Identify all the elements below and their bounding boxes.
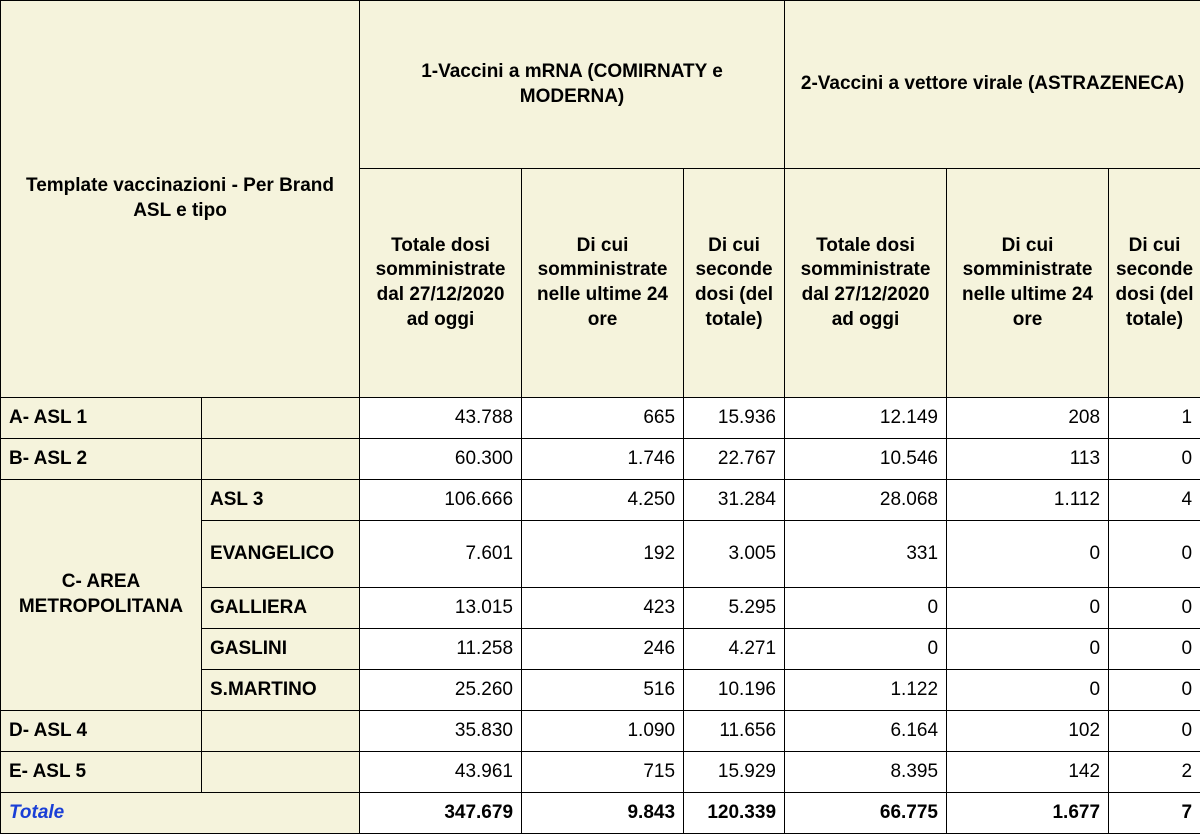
cell-value: 1.122 <box>785 670 947 711</box>
cell-value: 0 <box>1109 711 1200 752</box>
cell-value: 1.746 <box>522 439 684 480</box>
col-header-vector-24h: Di cui somministrate nelle ultime 24 ore <box>947 169 1109 398</box>
cell-value: 4.271 <box>684 629 785 670</box>
total-value: 66.775 <box>785 793 947 834</box>
table-row <box>1 752 1200 793</box>
table-row <box>1 711 1200 752</box>
total-row <box>1 793 1200 834</box>
cell-value: 7.601 <box>360 521 522 588</box>
row-sublabel: GALLIERA <box>202 588 360 629</box>
cell-value: 0 <box>947 521 1109 588</box>
cell-value: 0 <box>947 629 1109 670</box>
cell-value: 35.830 <box>360 711 522 752</box>
cell-value: 246 <box>522 629 684 670</box>
col-header-mrna-second: Di cui seconde dosi (del totale) <box>684 169 785 398</box>
row-sublabel <box>202 439 360 480</box>
cell-value: 0 <box>947 588 1109 629</box>
cell-value: 102 <box>947 711 1109 752</box>
cell-value: 43.788 <box>360 398 522 439</box>
cell-value: 28.068 <box>785 480 947 521</box>
cell-value: 15.929 <box>684 752 785 793</box>
cell-value: 11.258 <box>360 629 522 670</box>
row-sublabel <box>202 398 360 439</box>
cell-value: 1.112 <box>947 480 1109 521</box>
cell-value: 60.300 <box>360 439 522 480</box>
cell-value: 0 <box>785 588 947 629</box>
cell-value: 0 <box>947 670 1109 711</box>
cell-value: 13.015 <box>360 588 522 629</box>
cell-value: 142 <box>947 752 1109 793</box>
total-value: 347.679 <box>360 793 522 834</box>
cell-value: 331 <box>785 521 947 588</box>
cell-value: 3.005 <box>684 521 785 588</box>
row-sublabel: EVANGELICO <box>202 521 360 588</box>
cell-value: 665 <box>522 398 684 439</box>
cell-value: 4 <box>1109 480 1200 521</box>
row-label: A- ASL 1 <box>1 398 202 439</box>
cell-value: 0 <box>1109 439 1200 480</box>
table-row <box>1 480 1200 521</box>
cell-value: 10.196 <box>684 670 785 711</box>
cell-value: 11.656 <box>684 711 785 752</box>
row-label-area-metropolitana: C- AREA METROPOLITANA <box>1 480 202 711</box>
col-header-mrna-24h: Di cui somministrate nelle ultime 24 ore <box>522 169 684 398</box>
cell-value: 1.090 <box>522 711 684 752</box>
cell-value: 10.546 <box>785 439 947 480</box>
cell-value: 25.260 <box>360 670 522 711</box>
cell-value: 0 <box>1109 670 1200 711</box>
col-header-vector-second: Di cui seconde dosi (del totale) <box>1109 169 1200 398</box>
table-row <box>1 398 1200 439</box>
row-sublabel: GASLINI <box>202 629 360 670</box>
cell-value: 113 <box>947 439 1109 480</box>
cell-value: 1 <box>1109 398 1200 439</box>
group-header-vector: 2-Vaccini a vettore virale (ASTRAZENECA) <box>785 1 1200 169</box>
cell-value: 22.767 <box>684 439 785 480</box>
total-value: 7 <box>1109 793 1200 834</box>
row-sublabel <box>202 711 360 752</box>
cell-value: 4.250 <box>522 480 684 521</box>
cell-value: 0 <box>1109 521 1200 588</box>
cell-value: 208 <box>947 398 1109 439</box>
total-value: 9.843 <box>522 793 684 834</box>
cell-value: 0 <box>785 629 947 670</box>
cell-value: 0 <box>1109 588 1200 629</box>
cell-value: 5.295 <box>684 588 785 629</box>
table-row <box>1 439 1200 480</box>
total-label: Totale <box>1 793 360 834</box>
cell-value: 2 <box>1109 752 1200 793</box>
cell-value: 516 <box>522 670 684 711</box>
cell-value: 106.666 <box>360 480 522 521</box>
cell-value: 192 <box>522 521 684 588</box>
row-label: B- ASL 2 <box>1 439 202 480</box>
row-sublabel <box>202 752 360 793</box>
total-value: 1.677 <box>947 793 1109 834</box>
row-label: D- ASL 4 <box>1 711 202 752</box>
col-header-mrna-total: Totale dosi somministrate dal 27/12/2020 ad oggi <box>360 169 522 398</box>
table-corner-title: Template vaccinazioni - Per Brand ASL e tipo <box>1 1 360 398</box>
row-label: E- ASL 5 <box>1 752 202 793</box>
cell-value: 8.395 <box>785 752 947 793</box>
row-sublabel: ASL 3 <box>202 480 360 521</box>
cell-value: 715 <box>522 752 684 793</box>
total-value: 120.339 <box>684 793 785 834</box>
row-sublabel: S.MARTINO <box>202 670 360 711</box>
cell-value: 0 <box>1109 629 1200 670</box>
col-header-vector-total: Totale dosi somministrate dal 27/12/2020 ad oggi <box>785 169 947 398</box>
group-header-mrna: 1-Vaccini a mRNA (COMIRNATY e MODERNA) <box>360 1 785 169</box>
cell-value: 43.961 <box>360 752 522 793</box>
cell-value: 31.284 <box>684 480 785 521</box>
cell-value: 15.936 <box>684 398 785 439</box>
cell-value: 6.164 <box>785 711 947 752</box>
cell-value: 12.149 <box>785 398 947 439</box>
cell-value: 423 <box>522 588 684 629</box>
